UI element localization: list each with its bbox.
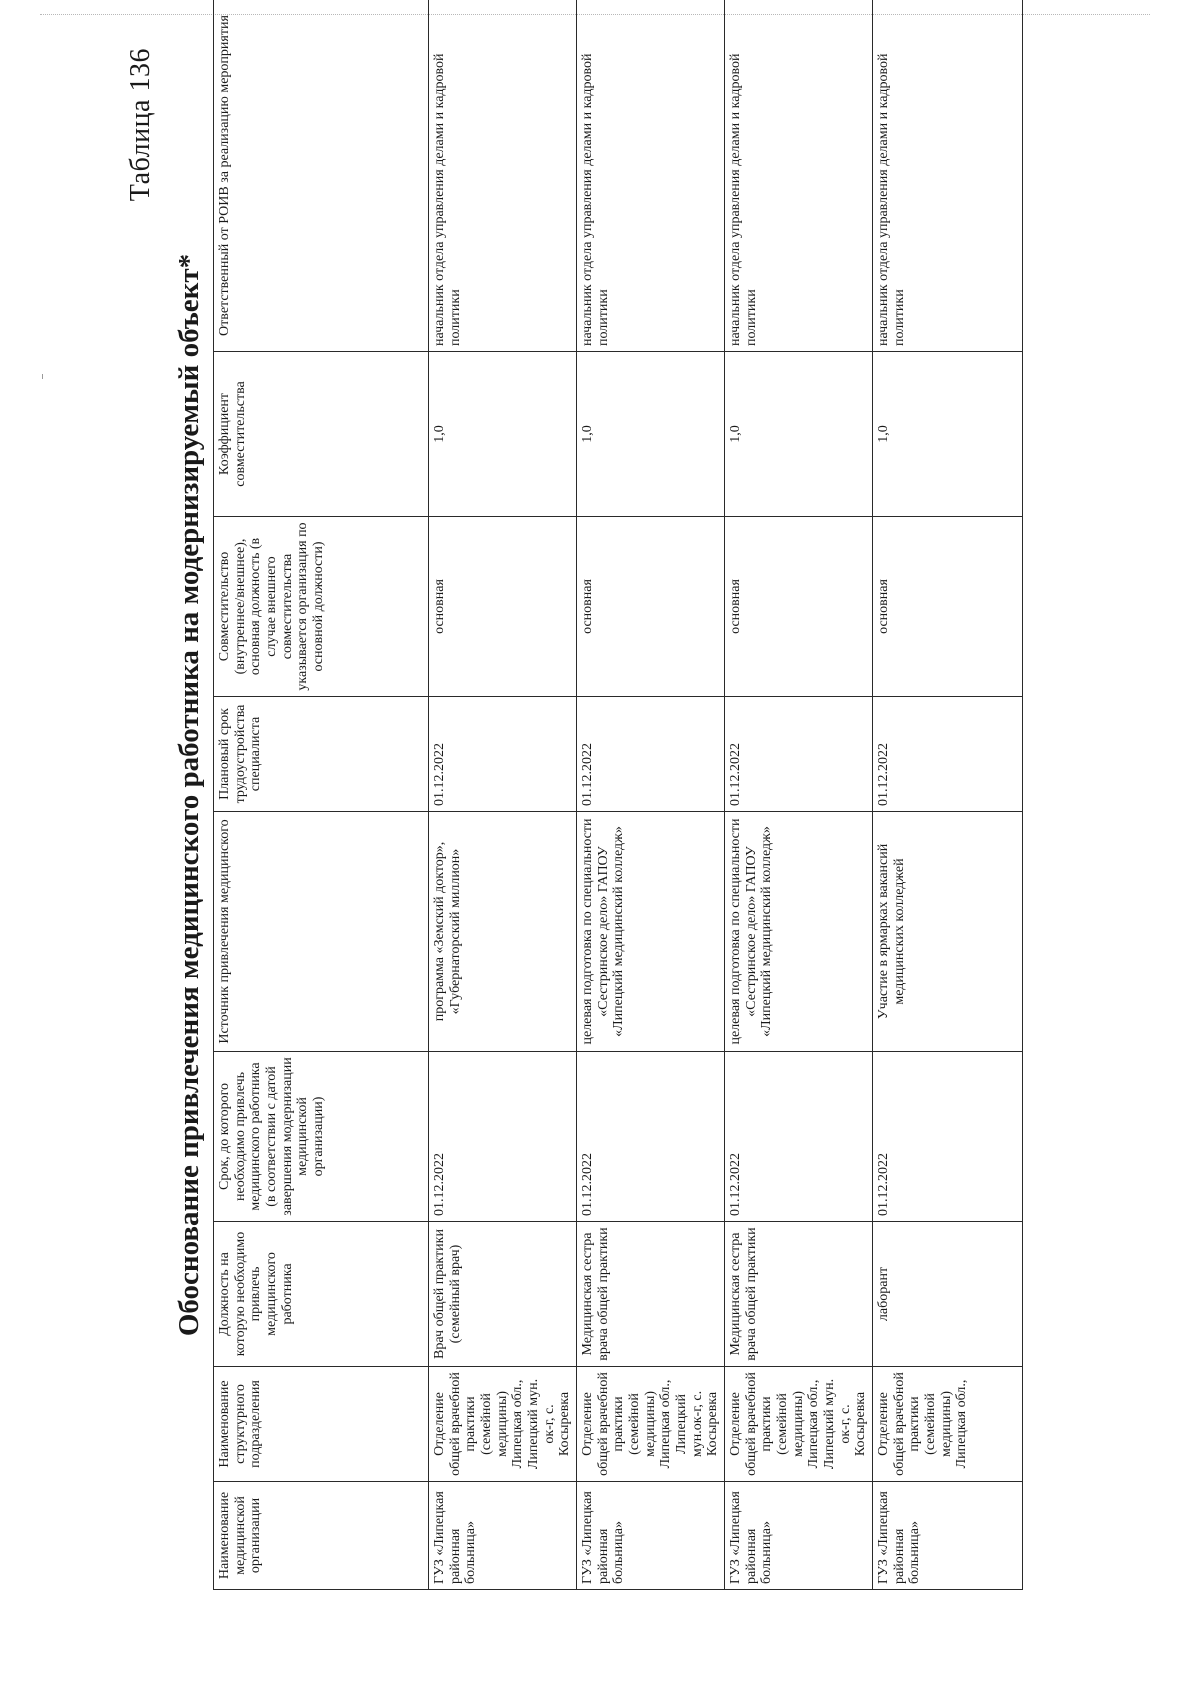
header-position: Должность на которую необходимо привлечь медицинского работника [214, 1222, 429, 1367]
cell-org: ГУЗ «Липецкая районная больница» [725, 1482, 873, 1590]
cell-responsible: начальник отдела управления делами и кадровой политики [577, 0, 725, 352]
cell-position: Врач общей практики (семейный врач) [429, 1222, 577, 1367]
cell-source: программа «Земский доктор», «Губернаторский миллион» [429, 812, 577, 1052]
cell-source: целевая подготовка по специальности «Сестринское дело» ГАПОУ «Липецкий медицинский колледж» [725, 812, 873, 1052]
cell-unit [873, 1367, 1023, 1482]
cell-unit-text: Отделение общей врачебной практики (семейной медицины) Липецкая обл., Липецкий мун. ок-г, с. Косыревка [432, 1372, 572, 1476]
cell-deadline: 01.12.2022 [725, 1052, 873, 1222]
cell-coefficient: 1,0 [429, 352, 577, 517]
header-unit: Наименование структурного подразделения [214, 1367, 429, 1482]
cell-responsible: начальник отдела управления делами и кадровой политики [725, 0, 873, 352]
header-responsible: Ответственный от РОИВ за реализацию мероприятия [214, 0, 429, 352]
cell-position: Медицинская сестра врача общей практики [725, 1222, 873, 1367]
cell-unit [577, 1367, 725, 1482]
cell-org: ГУЗ «Липецкая районная больница» [577, 1482, 725, 1590]
cell-org: ГУЗ «Липецкая районная больница» [873, 1482, 1023, 1590]
cell-source: целевая подготовка по специальности «Сестринское дело» ГАПОУ «Липецкий медицинский колледж» [577, 812, 725, 1052]
cell-unit [725, 1367, 873, 1482]
cell-position: Медицинская сестра врача общей практики [577, 1222, 725, 1367]
cell-combination: основная [725, 517, 873, 697]
header-source: Источник привлечения медицинского [214, 812, 429, 1052]
header-org: Наименование медицинской организации [214, 1482, 429, 1590]
cell-deadline: 01.12.2022 [577, 1052, 725, 1222]
cell-responsible: начальник отдела управления делами и кадровой политики [873, 0, 1023, 352]
document-title: Обоснование привлечения медицинского работника на модернизируемый объект* [173, 253, 205, 1337]
cell-combination: основная [873, 517, 1023, 697]
table-header-row [214, 0, 429, 1590]
header-coefficient: Коэффициент совместительства [214, 352, 429, 517]
cell-unit [429, 1367, 577, 1482]
cell-planned-date: 01.12.2022 [725, 697, 873, 812]
cell-combination: основная [577, 517, 725, 697]
cell-coefficient: 1,0 [577, 352, 725, 517]
scan-artifact-mark [42, 374, 43, 379]
cell-combination: основная [429, 517, 577, 697]
table-number-label: Таблица 136 [125, 48, 156, 202]
justification-table [213, 0, 1023, 1590]
cell-coefficient: 1,0 [873, 352, 1023, 517]
cell-unit-text: Отделение общей врачебной практики (семейной медицины) Липецкая обл., Липецкий мун. ок-г, с. Косыревка [728, 1372, 868, 1476]
cell-unit-text: Отделение общей врачебной практики (семейной медицины) Липецкая обл., [876, 1372, 970, 1476]
header-combination: Совместительство (внутреннее/внешнее), основная должность (в случае внешнего совместительства указывается организация по основной должности) [214, 517, 429, 697]
header-planned-date: Плановый срок трудоустройства специалиста [214, 697, 429, 812]
table-row [725, 0, 873, 1590]
table-row [873, 0, 1023, 1590]
header-deadline: Срок, до которого необходимо привлечь медицинского работника (в соответствии с датой завершения модернизации медицинской организации) [214, 1052, 429, 1222]
rotated-page-content [125, 0, 1200, 1590]
cell-deadline: 01.12.2022 [429, 1052, 577, 1222]
cell-unit-text: Отделение общей врачебной практики (семейной медицины) Липецкая обл., Липецкий мун.ок-г, с. Косыревка [580, 1372, 720, 1476]
cell-planned-date: 01.12.2022 [577, 697, 725, 812]
cell-deadline: 01.12.2022 [873, 1052, 1023, 1222]
cell-source: Участие в ярмарках вакансий медицинских колледжей [873, 812, 1023, 1052]
table-row [429, 0, 577, 1590]
cell-responsible: начальник отдела управления делами и кадровой политики [429, 0, 577, 352]
cell-planned-date: 01.12.2022 [429, 697, 577, 812]
table-row [577, 0, 725, 1590]
cell-coefficient: 1,0 [725, 352, 873, 517]
cell-org: ГУЗ «Липецкая районная больница» [429, 1482, 577, 1590]
cell-planned-date: 01.12.2022 [873, 697, 1023, 812]
cell-position: лаборант [873, 1222, 1023, 1367]
